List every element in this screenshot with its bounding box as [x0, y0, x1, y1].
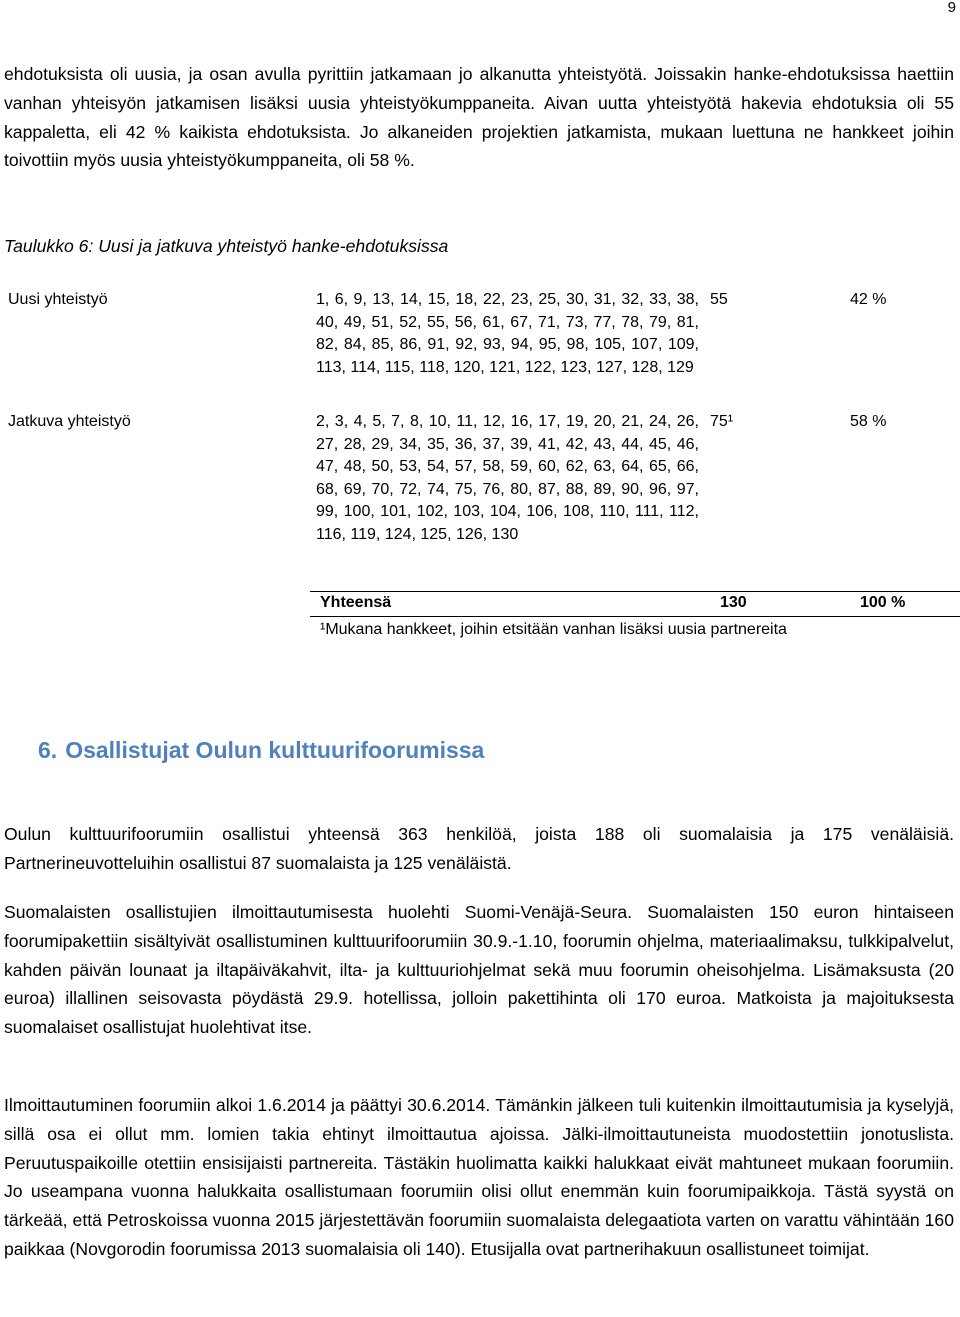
section-number: 6. [38, 737, 58, 763]
row-label: Jatkuva yhteistyö [8, 413, 131, 430]
section-heading [38, 737, 484, 764]
section-title: Osallistujat Oulun kulttuurifoorumissa [65, 737, 485, 763]
table-row [0, 280, 960, 407]
body-paragraph: Suomalaisten osallistujien ilmoittautumisesta huolehti Suomi-Venäjä-Seura. Suomalaisten 150 euron hintaiseen foorumipakettiin sisältyivät osallistuminen kulttuurifoorumiin 30.9.-1.10, foorumin ohjelma, materiaalimaksu, tulkkipalvelut, kahden päivän lounaat ja iltapäiväkahvit, ilta- ja kulttuuriohjelmat sekä muu foorumin oheisohjelma. Lisämaksusta (20 euroa) illallinen seisovasta pöydästä 29.9. hotellissa, jolloin pakettihinta oli 170 euroa. Matkoista ja majoituksesta suomalaiset osallistujat huolehtivat itse. [4, 902, 954, 1038]
body-paragraph: Ilmoittautuminen foorumiin alkoi 1.6.2014 ja päättyi 30.6.2014. Tämänkin jälkeen tuli kuitenkin ilmoittautumisia ja kyselyjä, sillä osa ei ollut mm. lomien takia ehtinyt ilmoittautua ajoissa. Jälki-ilmoittautuneista muodostettiin jonotuslista. Peruutuspaikoille otettiin ensisijaisti partnereita. Tästäkin huolimatta kaikki halukkaat eivät mahtuneet mukaan foorumiin. Jo useampana vuonna halukkaita osallistumaan foorumiin olisi ollut enemmän kuin foorumipaikkoja. Tästä syystä on tärkeää, että Petroskoissa vuonna 2015 järjestettävän foorumiin suomalaista delegaatiota varten on varattu vähintään 160 paikkaa (Novgorodin foorumissa 2013 suomalaisia oli 140). Etusijalla ovat partnerihakuun osallistuneet toimijat. [4, 1095, 954, 1259]
total-percent: 100 % [860, 594, 906, 611]
row-numbers: 2, 3, 4, 5, 7, 8, 10, 11, 12, 16, 17, 19, 20, 21, 24, 26, 27, 28, 29, 34, 35, 36, 37, 39, 41, 42, 43, 44, 45, 46, 47, 48, 50, 53, 54, 57, 58, 59, 60, 62, 63, 64, 65, 66, 68, 69, 70, 72, 74, 75, 76, 80, 87, 88, 89, 90, 96, 97, 99, 100, 101, 102, 103, 104, 106, 108, 110, 111, 112, 116, 119, 124, 125, 126, 130 [316, 413, 699, 543]
body-paragraph: Oulun kulttuurifoorumiin osallistui yhteensä 363 henkilöä, joista 188 oli suomalaisia ja 175 venäläisiä. Partnerineuvotteluihin osallistui 87 suomalaista ja 125 venäläistä. [4, 824, 954, 873]
table-total-row [310, 591, 960, 617]
table-caption: Taulukko 6: Uusi ja jatkuva yhteistyö hanke-ehdotuksissa [4, 236, 449, 256]
table-row [0, 407, 960, 547]
total-label: Yhteensä [320, 594, 392, 611]
row-percent: 58 % [850, 413, 887, 430]
row-numbers: 1, 6, 9, 13, 14, 15, 18, 22, 23, 25, 30, 31, 32, 33, 38, 40, 49, 51, 52, 55, 56, 61, 67, 71, 73, 77, 78, 79, 81, 82, 84, 85, 86, 91, 92, 93, 94, 95, 98, 105, 107, 109, 113, 114, 115, 118, 120, 121, 122, 123, 127, 128, 129 [316, 291, 699, 376]
row-count: 55 [710, 291, 728, 308]
page-number: 9 [947, 0, 956, 16]
row-percent: 42 % [850, 291, 887, 308]
row-count: 75¹ [710, 413, 734, 430]
intro-paragraph: ehdotuksista oli uusia, ja osan avulla pyrittiin jatkamaan jo alkanutta yhteistyötä. Joissakin hanke-ehdotuksissa haettiin vanhan yhteisyön jatkamisen lisäksi uusia yhteistyökumppaneita. Aivan uutta yhteistyötä hakevia ehdotuksia oli 55 kappaletta, eli 42 % kaikista ehdotuksista. Jo alkaneiden projektien jatkamista, mukaan luettuna ne hankkeet joihin toivottiin myös uusia yhteistyökumppaneita, oli 58 %. [4, 64, 954, 171]
table-footnote: ¹Mukana hankkeet, joihin etsitään vanhan lisäksi uusia partnereita [320, 621, 787, 638]
row-label: Uusi yhteistyö [8, 291, 108, 308]
collaboration-table [0, 280, 960, 547]
total-count: 130 [720, 594, 747, 611]
